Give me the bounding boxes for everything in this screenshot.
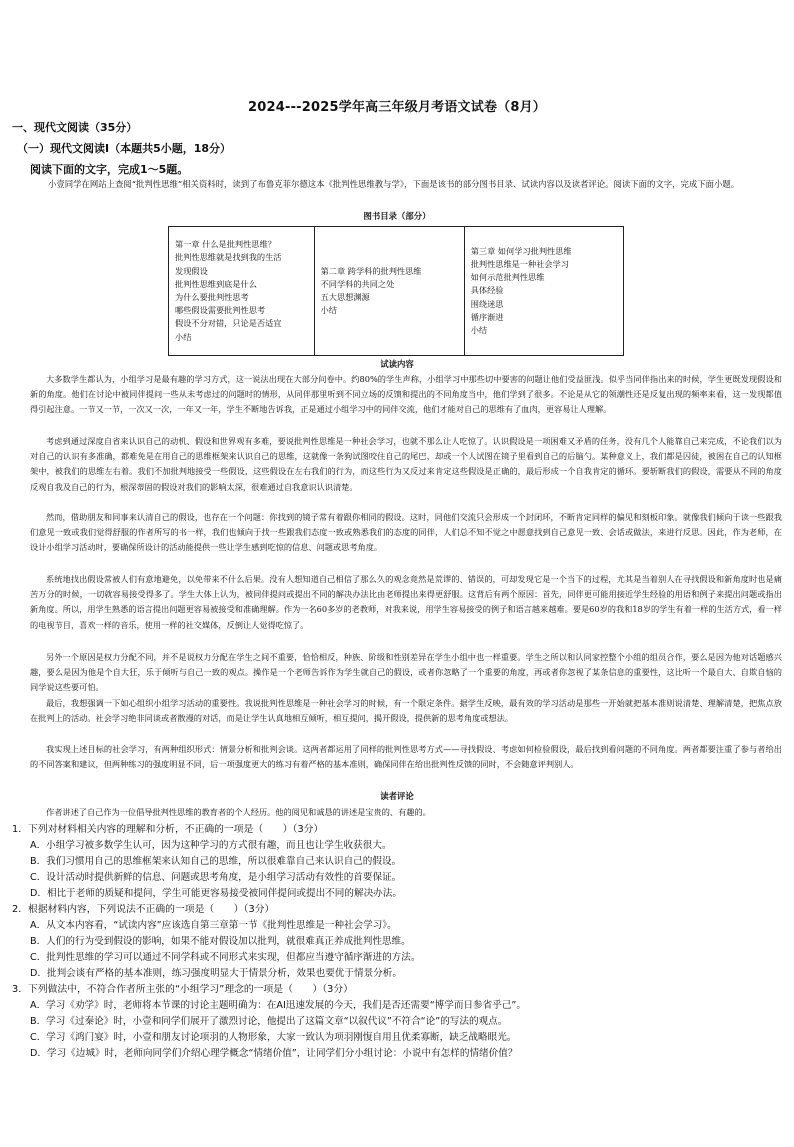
question-3-option-d: D．学习《边城》时，老师向同学们介绍心理学概念“情绪价值”，让同学们分小组讨论：小说中有怎样的情绪价值？ xyxy=(30,1048,518,1059)
trial-paragraph: 然而，借助朋友和同事来认清自己的假设，也存在一个问题：你找到的镜子常有着跟你相同的假设。这时，同他们交流只会形成一个封闭环，不断肯定同样的偏见和刻板印象。就像我们倾向于读一些跟我们意见一致或我们觉得舒服的作者所写的书一样，我们也倾向于找一些跟我们态度一致或熟悉我们的态度的同伴，人们总不知不觉之中愿意找到自己意见一致、会话或做法，来进行反思。因此，作为老师，在设计小组学习活动时，要确保所设计的活动能提供一些让学生感到吃惊的信息、问题或思考角度。 xyxy=(30,512,782,553)
question-3-option-a: A．学习《劝学》时，老师将本节课的讨论主题明确为：在AI迅速发展的今天，我们是否还需要“博学而日参省乎己”。 xyxy=(30,1000,526,1011)
question-1: 1．下列对材料相关内容的理解和分析，不正确的一项是（ ）（3分） xyxy=(12,824,324,835)
question-2-option-d: D．批判会谈有严格的基本准则，练习强度明显大于情景分析，效果也要优于情景分析。 xyxy=(30,968,402,979)
question-2-option-c: C．批判性思维的学习可以通过不同学科或不同形式来实现，但都应当遵守循序渐进的方法。 xyxy=(30,952,421,963)
question-2-option-a: A．从文本内容看，“试读内容”应该选自第三章第一节《批判性思维是一种社会学习》。 xyxy=(30,920,397,931)
question-2: 2．根据材料内容，下列说法不正确的一项是（ ）（3分） xyxy=(12,904,275,915)
trial-paragraph: 考虑到通过深度自省来认识自己的动机、假设和世界观有多难，要说批判性思维是一种社会学习，也就不那么让人吃惊了。认识假设是一项困难又矛盾的任务，没有几个人能靠自己来完成，不论我们以为对自己的认识有多准确，都难免是在用自己的思维框架来认识自己的思维，这就像一条狗试图咬住自己的尾巴，却或一个人试图在镜子里看到自己的后脑勺。某种意义上，我们都是囚徒，被困在自己的认知框架中，被我们的思维左右着。我们不加批判地接受一些假设，这些假设在左右我们的行为，而这些行为又反过来肯定这些假设是正确的，最后形成一个自我肯定的循环。要斩断我们的假设，需要从不同的角度反观自我及自己的行为，根深蒂固的假设对我们的影响太深，很难通过自我意识认识清楚。 xyxy=(30,436,782,492)
toc-chapter-2: 第二章 跨学科的批判性思维 不同学科的共同之处 五大思想渊源 小结 xyxy=(314,227,464,356)
toc-chapter-3: 第三章 如何学习批判性思维 批判性思维是一种社会学习 如何示范批判性思维 具体经验 围绕迷思 循序渐进 小结 xyxy=(464,227,623,356)
question-3-option-b: B．学习《过秦论》时，小壹和同学们展开了激烈讨论，他提出了这篇文章“以叙代议”不符合“论”的写法的观点。 xyxy=(30,1016,508,1027)
intro-paragraph: 小壹同学在网站上查阅“批判性思维”相关资料时，读到了布鲁克菲尔德这本《批判性思维教与学》，下面是该书的部分图书目录、试读内容以及读者评论。阅读下面的文字，完成下面小题。 xyxy=(48,179,740,189)
review-caption: 读者评论 xyxy=(380,791,414,801)
toc-chapter-1: 第一章 什么是批判性思维？ 批判性思维就是找到我的生活 发现假设 批判性思维到底是什么 为什么要批判性思考 哪些假设需要批判性思考 假设不分对错，只论是否适宜 小结 xyxy=(169,227,315,356)
toc-caption: 图书目录（部分） xyxy=(363,211,431,221)
section-heading: 一、现代文阅读（35分） xyxy=(12,121,138,134)
trial-paragraph: 另外一个原因是权力分配不同，并不是说权力分配在学生之间不重要，恰恰相反，种族、阶级和性别差异在学生小组中也一样重要。学生之所以和认同家控整个小组的组员合作，要么是因为他对话题感兴趣，要么是因为他是个自大狂，乐于倾听与自己一致的观点。操作是一个老师告诉作为学生就自己的假设，或者你忽略了一个重要的角度，再或者你忽视了某条信息的重要性，这比听一个最自大、自欺自恼的同学说这些要可怕。 xyxy=(30,652,782,693)
question-1-option-c: C．设计活动时提供新鲜的信息、问题或思考角度，是小组学习活动有效性的首要保证。 xyxy=(30,872,402,883)
trial-caption: 试读内容 xyxy=(380,359,414,369)
question-2-option-b: B．人们的行为受到假设的影响，如果不能对假设加以批判，就很难真正养成批判性思维。 xyxy=(30,936,411,947)
trial-paragraph: 我实现上述目标的社会学习，有两种组织形式：情景分析和批判会谈。这两者都运用了同样的批判性思考方式——寻找假设、考虑如何检验假设，最后找到看问题的不同角度。两者都要注重了参与者给出的不同答案和建议，但两种练习的强度明显不同，后一项强度更大的练习有着严格的基本准则，确保同伴在给出批判性反馈的同时，不会随意评判别人。 xyxy=(30,744,782,770)
review-text: 作者讲述了自己作为一位倡导批判性思维的教育者的个人经历。他的阅见和诚恳的讲述是宝贵的、有趣的。 xyxy=(46,807,431,817)
trial-paragraph: 系统地找出假设常被人们有意地避免，以免带来不什么后果。没有人想知道自己相信了那么久的观念竟然是荒谬的、错误的，可却发现它是一个当下的过程，尤其是当着别人在寻找假设和新角度时也是痛苦万分的时候，一切就容易接受得多了。学生大体上认为，被同伴提问或提出不同的解决办法比由老师提出来得更舒服。这背后有两个原因：首先，同伴更可能用接近学生经验的用语和例子来提出问题或指出新角度。所以，用学生熟悉的语言提出问题更容易被接受和准确理解。作为一名60多岁的老教师，对我来说，用学生容易接受的例子和语言越来越难。要是60岁的我和18岁的学生有着一样的生活方式，看一样的电视节目，喜欢一样的音乐，使用一样的社交媒体，反倒让人觉得吃惊了。 xyxy=(30,574,782,630)
toc-table xyxy=(168,226,624,356)
question-3-option-c: C．学习《鸿门宴》时，小壹和朋友讨论项羽的人物形象，大家一致认为项羽刚愎自用且优柔寡断，缺乏战略眼光。 xyxy=(30,1032,517,1043)
reading-instruction: 阅读下面的文字，完成1～5题。 xyxy=(30,163,189,176)
subsection-heading: （一）现代文阅读Ⅰ（本题共5小题，18分） xyxy=(17,142,232,155)
question-1-option-b: B．我们习惯用自己的思维框架来认知自己的思维，所以很难靠自己来认识自己的假设。 xyxy=(30,856,402,867)
question-3: 3．下列做法中，不符合作者所主张的“小组学习”理念的一项是（ ）（3分） xyxy=(12,984,354,995)
trial-paragraph: 大多数学生都认为，小组学习是最有趣的学习方式，这一说法出现在大部分问卷中。约80%的学生声称，小组学习中那些切中要害的问题让他们受益匪浅。似乎当同伴指出来的时候，学生更既发现假设和新的角度。他们在讨论中被同伴提问一些从未考虑过的问题时的情形，从同伴那里听到不同立场的反馈和提出的不同角度当中，他们学到了很多。不论是从它的领潮性还是反复出现的频率来看，这一发现都值得引起注意。一节又一节，一次又一次，一年又一年，学生不断地告诉我，正是通过小组学习中的同伴交流，他们才能对自己的思维有了血肉，更容易让人理解。 xyxy=(30,374,782,415)
question-1-option-a: A．小组学习被多数学生认可，因为这种学习的方式很有趣，而且也让学生收获很大。 xyxy=(30,840,392,851)
question-1-option-d: D．相比于老师的质疑和提问，学生可能更容易接受被同伴提问或提出不同的解决办法。 xyxy=(30,888,402,899)
exam-title: 2024---2025学年高三年级月考语文试卷（8月） xyxy=(248,100,546,115)
trial-paragraph: 最后，我想强调一下如心组织小组学习活动的重要性。我说批判性思维是一种社会学习的时候，有一个限定条件。据学生反映，最有效的学习活动是那些一开始就把基本准则说清楚、理解清楚，把焦点放在批判上的活动。社会学习绝非同谈或者散漫的对话，而是让学生认真地相互倾听，相互提问，揭开假设，提供新的思考角度或想法。 xyxy=(30,698,782,724)
